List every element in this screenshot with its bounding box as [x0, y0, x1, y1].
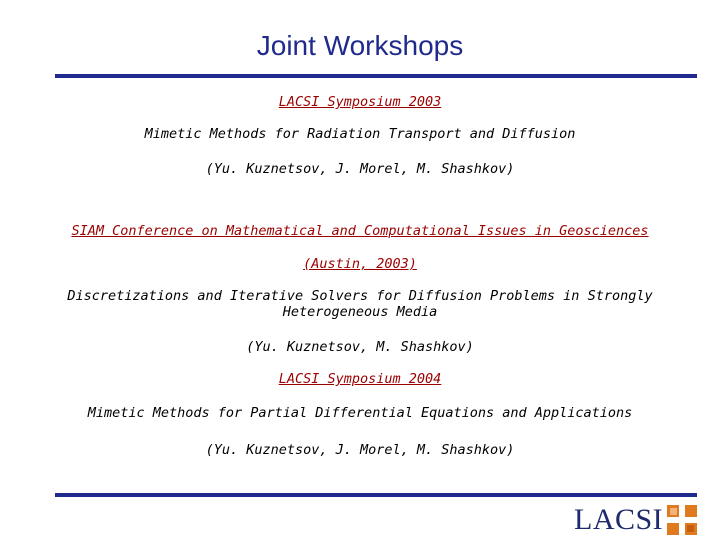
- event-1-heading[interactable]: [40, 94, 680, 110]
- event-2-topic-line-2: Heterogeneous Media: [282, 304, 438, 320]
- event-1-heading-link[interactable]: LACSI Symposium 2003: [278, 94, 442, 110]
- event-1-topic: Mimetic Methods for Radiation Transport and Diffusion: [144, 126, 576, 142]
- event-2-heading-link[interactable]: SIAM Conference on Mathematical and Computational Issues in Geosciences: [71, 223, 649, 239]
- event-1-authors: (Yu. Kuznetsov, J. Morel, M. Shashkov): [205, 161, 515, 177]
- event-2-location-link[interactable]: (Austin, 2003): [303, 256, 417, 272]
- bottom-divider: [55, 493, 697, 497]
- event-3-heading-link[interactable]: LACSI Symposium 2004: [278, 371, 442, 387]
- event-2-authors: (Yu. Kuznetsov, M. Shashkov): [246, 339, 474, 355]
- lacsi-logo: [574, 503, 697, 537]
- event-3-heading[interactable]: [40, 371, 680, 387]
- event-2-topic-line-1: Discretizations and Iterative Solvers for Diffusion Problems in Strongly: [67, 288, 653, 304]
- slide-title: Joint Workshops: [256, 30, 464, 61]
- event-2-subheading[interactable]: [40, 256, 680, 272]
- logo-cross-icon: [667, 505, 697, 535]
- event-2-heading[interactable]: [40, 223, 680, 239]
- event-3-topic: Mimetic Methods for Partial Differential Equations and Applications: [87, 405, 633, 421]
- logo-text: LACSI: [574, 503, 664, 536]
- top-divider: [55, 74, 697, 78]
- event-3-authors: (Yu. Kuznetsov, J. Morel, M. Shashkov): [205, 442, 515, 458]
